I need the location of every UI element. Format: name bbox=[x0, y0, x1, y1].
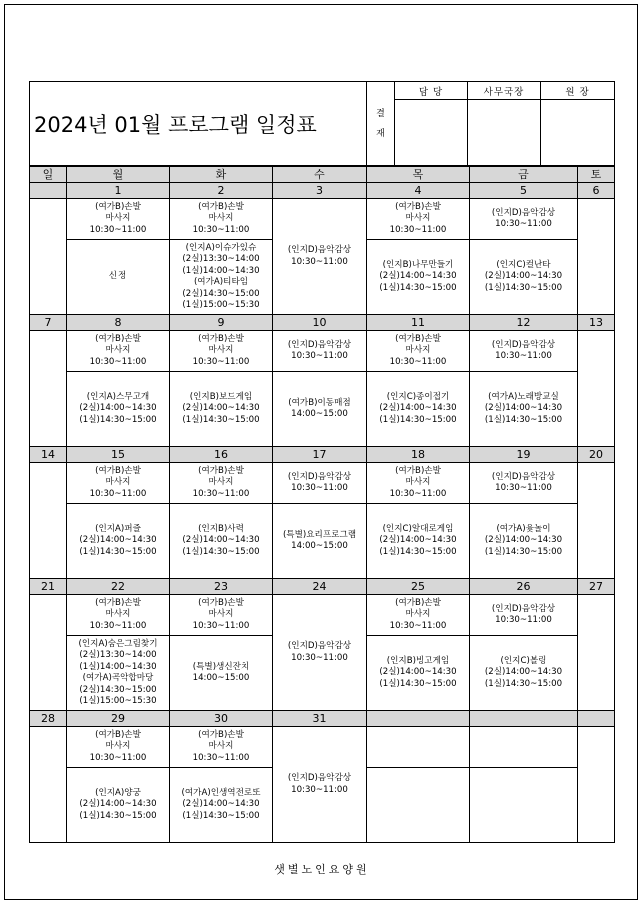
signature-box-staff[interactable] bbox=[395, 100, 468, 166]
event-cell: (인지B)나무만들기 (2실)14:00~14:30 (1실)14:30~15:00 bbox=[367, 240, 470, 315]
approval-role-director: 사무국장 bbox=[468, 82, 541, 100]
date-cell: 8 bbox=[67, 315, 170, 331]
date-cell: 29 bbox=[67, 711, 170, 727]
event-cell: (인지D)음악감상 10:30~11:00 bbox=[470, 199, 578, 240]
organization-name: 샛별노인요양원 bbox=[274, 863, 370, 876]
event-cell: (여가A)윷놀이 (2실)14:00~14:30 (1실)14:30~15:00 bbox=[470, 504, 578, 579]
weekday-sun: 일 bbox=[30, 167, 67, 183]
weekday-fri: 금 bbox=[470, 167, 578, 183]
event-cell: (여가A)인생역전로또 (2실)14:00~14:30 (1실)14:30~15:00 bbox=[170, 768, 273, 843]
event-cell: (인지D)음악감상 10:30~11:00 bbox=[470, 595, 578, 636]
event-cell: (여가B)손발 마사지 10:30~11:00 bbox=[170, 727, 273, 768]
event-cell: (여가B)손발 마사지 10:30~11:00 bbox=[67, 331, 170, 372]
date-cell: 20 bbox=[578, 447, 615, 463]
empty-cell bbox=[367, 768, 470, 843]
date-cell: 27 bbox=[578, 579, 615, 595]
signature-box-director[interactable] bbox=[468, 100, 541, 166]
event-cell: (인지D)음악감상 10:30~11:00 bbox=[470, 331, 578, 372]
date-cell: 11 bbox=[367, 315, 470, 331]
event-cell: (여가B)손발 마사지 10:30~11:00 bbox=[170, 199, 273, 240]
date-cell: 10 bbox=[273, 315, 367, 331]
date-cell: 2 bbox=[170, 183, 273, 199]
approval-role-staff: 담 당 bbox=[395, 82, 468, 100]
event-cell: (인지D)음악감상 10:30~11:00 bbox=[273, 595, 367, 711]
date-cell: 23 bbox=[170, 579, 273, 595]
event-cell: (특별)생신잔치 14:00~15:00 bbox=[170, 636, 273, 711]
event-cell: (인지B)보드게임 (2실)14:00~14:30 (1실)14:30~15:00 bbox=[170, 372, 273, 447]
week-3-dates bbox=[30, 447, 615, 463]
saturday-cell bbox=[578, 463, 615, 579]
approval-label bbox=[367, 82, 395, 166]
date-cell: 22 bbox=[67, 579, 170, 595]
date-cell bbox=[578, 711, 615, 727]
date-cell: 21 bbox=[30, 579, 67, 595]
event-cell: (여가B)손발 마사지 10:30~11:00 bbox=[67, 595, 170, 636]
week-2-dates bbox=[30, 315, 615, 331]
sunday-cell bbox=[30, 463, 67, 579]
event-cell: (인지A)숨은그림찾기 (2실)13:30~14:00 (1실)14:00~14:30 (여가A)곡악합마당 (2실)14:30~15:00 (1실)15:00~15:30 bbox=[67, 636, 170, 711]
week-4-dates bbox=[30, 579, 615, 595]
weekday-thu: 목 bbox=[367, 167, 470, 183]
empty-cell bbox=[470, 768, 578, 843]
sunday-cell bbox=[30, 199, 67, 315]
saturday-cell bbox=[578, 331, 615, 447]
event-cell: (인지C)알대로게임 (2실)14:00~14:30 (1실)14:30~15:00 bbox=[367, 504, 470, 579]
date-cell: 13 bbox=[578, 315, 615, 331]
date-cell: 4 bbox=[367, 183, 470, 199]
event-cell: (여가B)손발 마사지 10:30~11:00 bbox=[67, 463, 170, 504]
date-cell: 14 bbox=[30, 447, 67, 463]
date-cell: 15 bbox=[67, 447, 170, 463]
event-cell: (여가B)손발 마사지 10:30~11:00 bbox=[367, 331, 470, 372]
event-cell: (인지D)음악감상 10:30~11:00 bbox=[273, 727, 367, 843]
date-cell: 25 bbox=[367, 579, 470, 595]
event-cell: (인지D)음악감상 10:30~11:00 bbox=[273, 331, 367, 372]
empty-cell bbox=[367, 727, 470, 768]
date-cell: 1 bbox=[67, 183, 170, 199]
week-1-dates bbox=[30, 183, 615, 199]
sunday-cell bbox=[30, 727, 67, 843]
event-cell: (인지C)종이접기 (2실)14:00~14:30 (1실)14:30~15:00 bbox=[367, 372, 470, 447]
header-table bbox=[29, 81, 615, 166]
page-title: 2024년 01월 프로그램 일정표 bbox=[30, 82, 367, 166]
event-cell: (여가B)손발 마사지 10:30~11:00 bbox=[367, 199, 470, 240]
event-cell: (특별)요리프로그램 14:00~15:00 bbox=[273, 504, 367, 579]
event-cell: (인지D)음악감상 10:30~11:00 bbox=[273, 463, 367, 504]
calendar-table bbox=[29, 166, 615, 843]
date-cell: 16 bbox=[170, 447, 273, 463]
weekday-mon: 월 bbox=[67, 167, 170, 183]
date-cell: 19 bbox=[470, 447, 578, 463]
approval-label-top: 결 bbox=[376, 108, 385, 119]
event-cell: (인지D)음악감상 10:30~11:00 bbox=[273, 199, 367, 315]
event-cell: (인지A)스무고개 (2실)14:00~14:30 (1실)14:30~15:00 bbox=[67, 372, 170, 447]
event-cell: (여가B)손발 마사지 10:30~11:00 bbox=[170, 595, 273, 636]
date-cell bbox=[470, 711, 578, 727]
date-cell bbox=[30, 183, 67, 199]
date-cell: 31 bbox=[273, 711, 367, 727]
weekday-header-row bbox=[30, 167, 615, 183]
weekday-wed: 수 bbox=[273, 167, 367, 183]
date-cell: 6 bbox=[578, 183, 615, 199]
event-cell: (인지A)양궁 (2실)14:00~14:30 (1실)14:30~15:00 bbox=[67, 768, 170, 843]
date-cell bbox=[367, 711, 470, 727]
holiday-cell: 신정 bbox=[67, 240, 170, 315]
event-cell: (인지A)이슈가있슈 (2실)13:30~14:00 (1실)14:00~14:30 (여가A)티타임 (2실)14:30~15:00 (1실)15:00~15:30 bbox=[170, 240, 273, 315]
date-cell: 24 bbox=[273, 579, 367, 595]
date-cell: 9 bbox=[170, 315, 273, 331]
date-cell: 30 bbox=[170, 711, 273, 727]
saturday-cell bbox=[578, 727, 615, 843]
weekday-tue: 화 bbox=[170, 167, 273, 183]
event-cell: (인지C)컬난타 (2실)14:00~14:30 (1실)14:30~15:00 bbox=[470, 240, 578, 315]
event-cell: (여가A)노래방교실 (2실)14:00~14:30 (1실)14:30~15:00 bbox=[470, 372, 578, 447]
event-cell: (여가B)손발 마사지 10:30~11:00 bbox=[67, 727, 170, 768]
weekday-sat: 토 bbox=[578, 167, 615, 183]
date-cell: 26 bbox=[470, 579, 578, 595]
date-cell: 5 bbox=[470, 183, 578, 199]
date-cell: 12 bbox=[470, 315, 578, 331]
signature-box-head[interactable] bbox=[541, 100, 615, 166]
event-cell: (인지D)음악감상 10:30~11:00 bbox=[470, 463, 578, 504]
sunday-cell bbox=[30, 331, 67, 447]
event-cell: (여가B)손발 마사지 10:30~11:00 bbox=[367, 595, 470, 636]
empty-cell bbox=[470, 727, 578, 768]
event-cell: (인지A)퍼즐 (2실)14:00~14:30 (1실)14:30~15:00 bbox=[67, 504, 170, 579]
event-cell: (여가B)손발 마사지 10:30~11:00 bbox=[367, 463, 470, 504]
date-cell: 17 bbox=[273, 447, 367, 463]
sunday-cell bbox=[30, 595, 67, 711]
saturday-cell bbox=[578, 595, 615, 711]
event-cell: (여가B)손발 마사지 10:30~11:00 bbox=[170, 463, 273, 504]
date-cell: 3 bbox=[273, 183, 367, 199]
saturday-cell bbox=[578, 199, 615, 315]
event-cell: (인지C)볼링 (2실)14:00~14:30 (1실)14:30~15:00 bbox=[470, 636, 578, 711]
event-cell: (인지B)빙고게임 (2실)14:00~14:30 (1실)14:30~15:00 bbox=[367, 636, 470, 711]
event-cell: (여가B)이동매점 14:00~15:00 bbox=[273, 372, 367, 447]
approval-label-bottom: 재 bbox=[376, 128, 385, 139]
event-cell: (여가B)손발 마사지 10:30~11:00 bbox=[67, 199, 170, 240]
date-cell: 18 bbox=[367, 447, 470, 463]
approval-role-head: 원 장 bbox=[541, 82, 615, 100]
date-cell: 28 bbox=[30, 711, 67, 727]
week-5-dates bbox=[30, 711, 615, 727]
date-cell: 7 bbox=[30, 315, 67, 331]
event-cell: (인지B)사력 (2실)14:00~14:30 (1실)14:30~15:00 bbox=[170, 504, 273, 579]
event-cell: (여가B)손발 마사지 10:30~11:00 bbox=[170, 331, 273, 372]
